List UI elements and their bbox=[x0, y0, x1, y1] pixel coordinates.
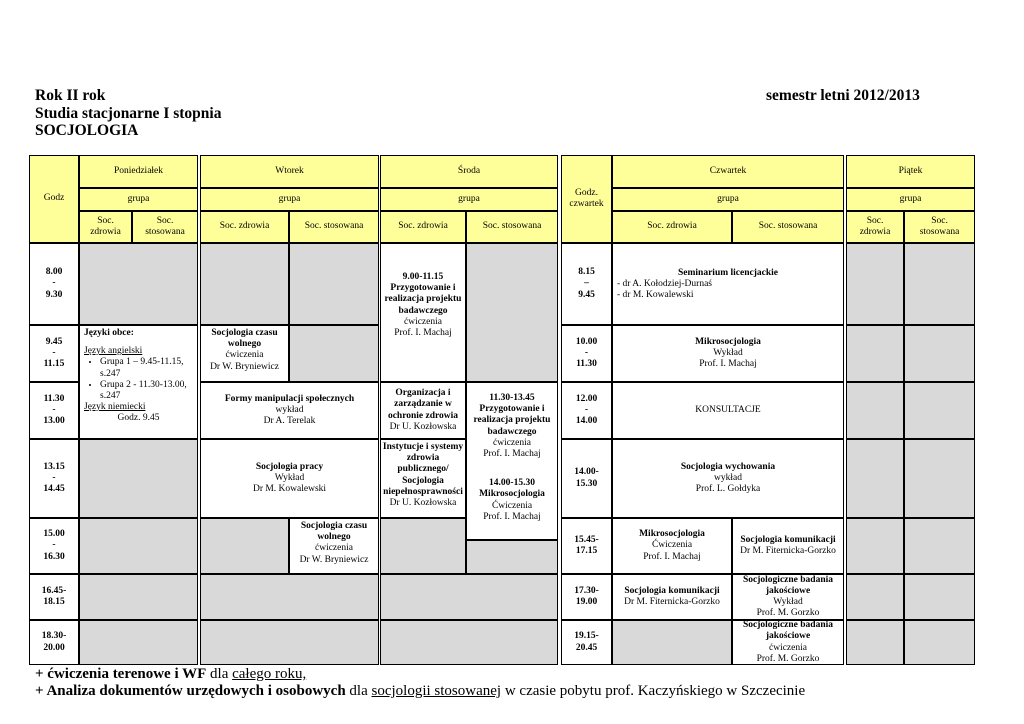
thursday-time-slot-5: 15.45- 17.15 bbox=[561, 518, 612, 574]
tuesday-empty-zdr-3 bbox=[200, 518, 289, 574]
godz-thursday-header: Godz. czwartek bbox=[561, 155, 612, 243]
friday-empty-sto-5 bbox=[904, 518, 975, 574]
footer-note-2: + Analiza dokumentów urzędowych i osobowych dla socjologii stosowanej w czasie pobytu prof. Kaczyńskiego w Szczecinie bbox=[35, 683, 806, 699]
friday-empty-zdr-5 bbox=[846, 518, 904, 574]
tuesday-empty-sto-2 bbox=[289, 325, 379, 382]
monday-empty-4 bbox=[79, 574, 198, 620]
thursday-communication-1: Socjologia komunikacji Dr M. Fiternicka-Gorzko bbox=[732, 518, 844, 574]
monday-languages: Języki obce: Język angielski • Grupa 1 – 9.45-11.15, s.247 • Grupa 2 - 11.30-13.00, s.247 Język niemiecki Godz. 9.45 bbox=[79, 325, 198, 439]
mon-soc-zdrowia-header: Soc. zdrowia bbox=[79, 211, 132, 243]
thursday-upbringing: Socjologia wychowania wykład Prof. L. Gołdyka bbox=[612, 439, 844, 518]
day-header-tuesday: Wtorek bbox=[200, 155, 379, 188]
time-slot-1: 8.00 - 9.30 bbox=[29, 243, 79, 325]
wed-soc-zdrowia-header: Soc. zdrowia bbox=[380, 211, 466, 243]
wednesday-research-project: 9.00-11.15 Przygotowanie i realizacja projektu badawczego ćwiczenia Prof. I. Machaj bbox=[380, 243, 466, 382]
godz-header: Godz bbox=[29, 155, 79, 243]
wednesday-institutions: Instytucje i systemy zdrowia publicznego/ Socjologia niepełnosprawności Dr U. Kozłowska bbox=[380, 439, 466, 518]
day-header-friday: Piątek bbox=[846, 155, 975, 188]
time-slot-4: 13.15 - 14.45 bbox=[29, 439, 79, 518]
friday-empty-zdr-7 bbox=[846, 620, 904, 665]
semester-label: semestr letni 2012/2013 bbox=[766, 87, 920, 104]
friday-empty-sto-3 bbox=[904, 382, 975, 439]
group-header-wednesday: grupa bbox=[380, 188, 558, 211]
thursday-consultations: KONSULTACJE bbox=[612, 382, 844, 439]
wed-soc-stosowana-header: Soc. stosowana bbox=[466, 211, 558, 243]
wednesday-empty-6 bbox=[380, 574, 558, 620]
field-of-study: SOCJOLOGIA bbox=[35, 122, 139, 139]
day-header-wednesday: Środa bbox=[380, 155, 558, 188]
tuesday-empty-sto-1 bbox=[289, 243, 379, 325]
course-year: Rok II rok bbox=[35, 87, 106, 104]
wednesday-empty-sto-5 bbox=[466, 540, 558, 574]
monday-empty-1 bbox=[79, 243, 198, 325]
friday-empty-zdr-6 bbox=[846, 574, 904, 620]
group-header-monday: grupa bbox=[79, 188, 198, 211]
group-header-tuesday: grupa bbox=[200, 188, 379, 211]
time-slot-7: 18.30- 20.00 bbox=[29, 620, 79, 665]
tuesday-work: Socjologia pracy Wykład Dr M. Kowalewski bbox=[200, 439, 379, 518]
thursday-time-slot-3: 12.00 - 14.00 bbox=[561, 382, 612, 439]
fri-soc-zdrowia-header: Soc. zdrowia bbox=[846, 211, 904, 243]
thursday-microsociology-lecture: Mikrosocjologia Wykład Prof. I. Machaj bbox=[612, 325, 844, 382]
thursday-microsociology-exercises: Mikrosocjologia Ćwiczenia Prof. I. Machaj bbox=[612, 518, 732, 574]
wednesday-empty-sto-1 bbox=[466, 243, 558, 382]
tuesday-empty-4 bbox=[200, 574, 379, 620]
thursday-qualitative-exercises: Socjologiczne badania jakościowe ćwiczenia Prof. M. Gorzko bbox=[732, 620, 844, 665]
friday-empty-zdr-3 bbox=[846, 382, 904, 439]
friday-empty-zdr-2 bbox=[846, 325, 904, 382]
thursday-time-slot-6: 17.30- 19.00 bbox=[561, 574, 612, 620]
thu-soc-stosowana-header: Soc. stosowana bbox=[732, 211, 844, 243]
friday-empty-sto-6 bbox=[904, 574, 975, 620]
group-header-friday: grupa bbox=[846, 188, 975, 211]
tuesday-empty-5 bbox=[200, 620, 379, 665]
tuesday-social-forms: Formy manipulacji społecznych wykład Dr A. Terelak bbox=[200, 382, 379, 439]
wednesday-research-and-micro: 11.30-13.45 Przygotowanie i realizacja projektu badawczego ćwiczenia Prof. I. Machaj 14.00-15.30 Mikrosocjologia Ćwiczenia Prof. I. Machaj bbox=[466, 382, 558, 540]
day-header-monday: Poniedziałek bbox=[79, 155, 198, 188]
thursday-seminar: Seminarium licencjackie - dr A. Kołodziej-Durnaś - dr M. Kowalewski bbox=[612, 243, 844, 325]
fri-soc-stosowana-header: Soc. stosowana bbox=[904, 211, 975, 243]
footer-note-1: + ćwiczenia terenowe i WF dla całego roku, bbox=[35, 666, 307, 682]
time-slot-6: 16.45- 18.15 bbox=[29, 574, 79, 620]
tue-soc-zdrowia-header: Soc. zdrowia bbox=[200, 211, 289, 243]
wednesday-empty-7 bbox=[380, 620, 558, 665]
thursday-time-slot-1: 8.15 – 9.45 bbox=[561, 243, 612, 325]
tue-soc-stosowana-header: Soc. stosowana bbox=[289, 211, 379, 243]
friday-empty-sto-1 bbox=[904, 243, 975, 325]
thursday-time-slot-2: 10.00 - 11.30 bbox=[561, 325, 612, 382]
day-header-thursday: Czwartek bbox=[612, 155, 844, 188]
thursday-time-slot-7: 19.15- 20.45 bbox=[561, 620, 612, 665]
tuesday-empty-zdr-1 bbox=[200, 243, 289, 325]
friday-empty-zdr-1 bbox=[846, 243, 904, 325]
mon-soc-stosowana-header: Soc. stosowana bbox=[132, 211, 198, 243]
tuesday-leisure-1: Socjologia czasu wolnego ćwiczenia Dr W. Bryniewicz bbox=[200, 325, 289, 382]
friday-empty-sto-7 bbox=[904, 620, 975, 665]
time-slot-5: 15.00 - 16.30 bbox=[29, 518, 79, 574]
friday-empty-sto-2 bbox=[904, 325, 975, 382]
group-header-thursday: grupa bbox=[612, 188, 844, 211]
monday-empty-3 bbox=[79, 518, 198, 574]
tuesday-leisure-2: Socjologia czasu wolnego ćwiczenia Dr W. Bryniewicz bbox=[289, 518, 379, 574]
thu-soc-zdrowia-header: Soc. zdrowia bbox=[612, 211, 732, 243]
thursday-empty-zdr-7 bbox=[612, 620, 732, 665]
wednesday-organization: Organizacja i zarządzanie w ochronie zdrowia Dr U. Kozłowska bbox=[380, 382, 466, 439]
monday-empty-2 bbox=[79, 439, 198, 518]
wednesday-empty-zdr-5 bbox=[380, 518, 466, 574]
monday-empty-5 bbox=[79, 620, 198, 665]
time-slot-3: 11.30 - 13.00 bbox=[29, 382, 79, 439]
friday-empty-sto-4 bbox=[904, 439, 975, 518]
time-slot-2: 9.45 - 11.15 bbox=[29, 325, 79, 382]
thursday-communication-2: Socjologia komunikacji Dr M. Fiternicka-Gorzko bbox=[612, 574, 732, 620]
friday-empty-zdr-4 bbox=[846, 439, 904, 518]
thursday-time-slot-4: 14.00- 15.30 bbox=[561, 439, 612, 518]
study-mode: Studia stacjonarne I stopnia bbox=[35, 105, 222, 122]
thursday-qualitative-lecture: Socjologiczne badania jakościowe Wykład Prof. M. Gorzko bbox=[732, 574, 844, 620]
